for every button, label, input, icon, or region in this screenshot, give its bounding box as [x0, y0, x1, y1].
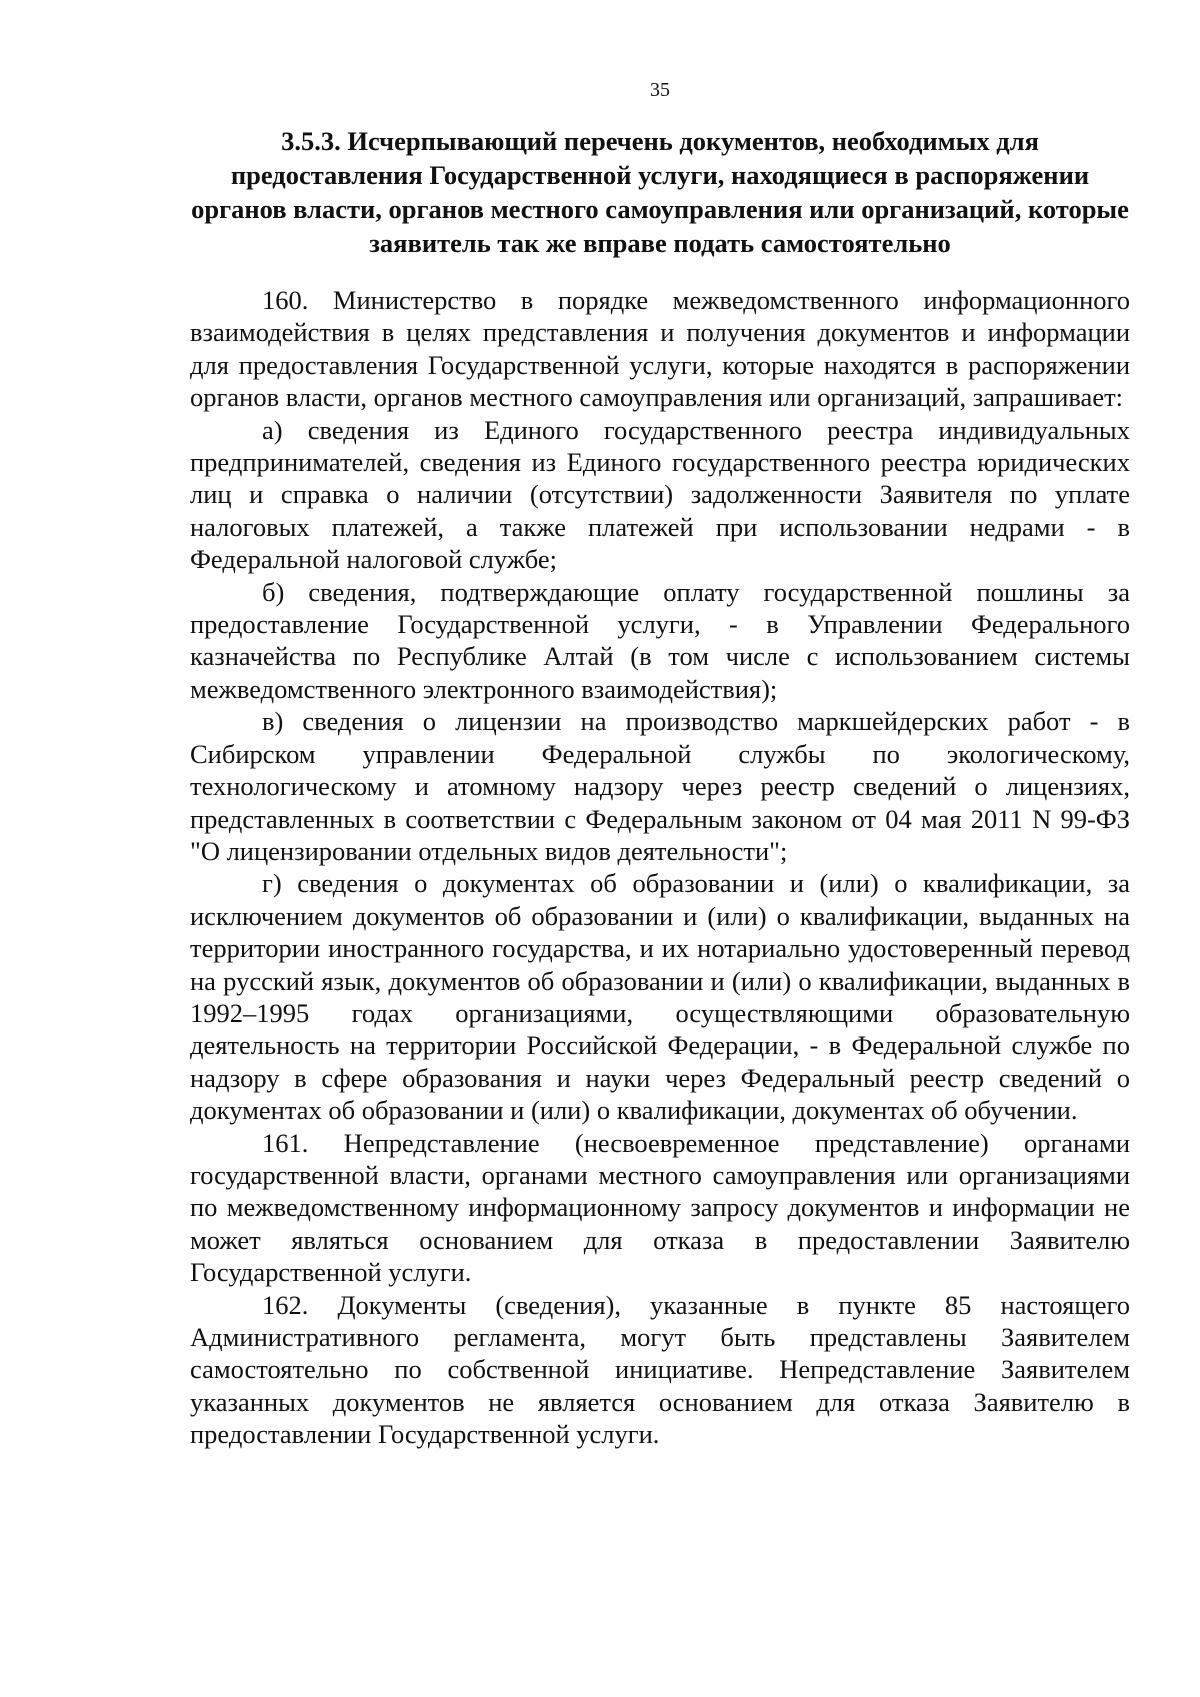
paragraph-162: 162. Документы (сведения), указанные в пункте 85 настоящего Административного регламента, могут быть представлены Заявителем самостоятельно по собственной инициативе. Непредставление Заявителем указанных документов не является основанием для отказа Заявителю в предоставлении Государственной услуги.	[190, 1289, 1130, 1450]
paragraph-160-item-g: г) сведения о документах об образовании и (или) о квалификации, за исключением документов об образовании и (или) о квалификации, выданных на территории иностранного государства, и их нотариально удостоверенный перевод на русский язык, документов об образовании и (или) о квалификации, выданных в 1992–1995 годах организациями, осуществляющими образовательную деятельность на территории Российской Федерации, - в Федеральной службе по надзору в сфере образования и науки через Федеральный реестр сведений о документах об образовании и (или) о квалификации, документах об обучении.	[190, 868, 1130, 1126]
section-title: 3.5.3. Исчерпывающий перечень документов, необходимых для предоставления Государственной услуги, находящиеся в распоряжении органов власти, органов местного самоуправления или организаций, которые заявитель так же вправе подать самостоятельно	[191, 126, 1129, 258]
paragraph-160: 160. Министерство в порядке межведомственного информационного взаимодействия в целях представления и получения документов и информации для предоставления Государственной услуги, которые находятся в распоряжении органов власти, органов местного самоуправления или организаций, запрашивает:	[190, 285, 1130, 413]
paragraph-160-item-b: б) сведения, подтверждающие оплату государственной пошлины за предоставление Государственной услуги, - в Управлении Федерального казначейства по Республике Алтай (в том числе с использованием системы межведомственного электронного взаимодействия);	[190, 576, 1130, 704]
paragraph-160-item-v: в) сведения о лицензии на производство маркшейдерских работ - в Сибирском управлении Федеральной службы по экологическому, технологическому и атомному надзору через реестр сведений о лицензиях, представленных в соответствии с Федеральным законом от 04 мая 2011 N 99-ФЗ "О лицензировании отдельных видов деятельности";	[190, 706, 1130, 866]
paragraph-160-item-a: а) сведения из Единого государственного реестра индивидуальных предпринимателей, сведения из Единого государственного реестра юридических лиц и справка о наличии (отсутствии) задолженности Заявителя по уплате налоговых платежей, а также платежей при использовании недрами - в Федеральной налоговой службе;	[190, 414, 1130, 575]
paragraph-161: 161. Непредставление (несвоевременное представление) органами государственной власти, органами местного самоуправления или организациями по межведомственному информационному запросу документов и информации не может являться основанием для отказа в предоставлении Заявителю Государственной услуги.	[190, 1127, 1130, 1288]
document-body	[190, 284, 1130, 1451]
document-page	[190, 78, 1130, 1451]
page-number: 35	[650, 79, 670, 101]
